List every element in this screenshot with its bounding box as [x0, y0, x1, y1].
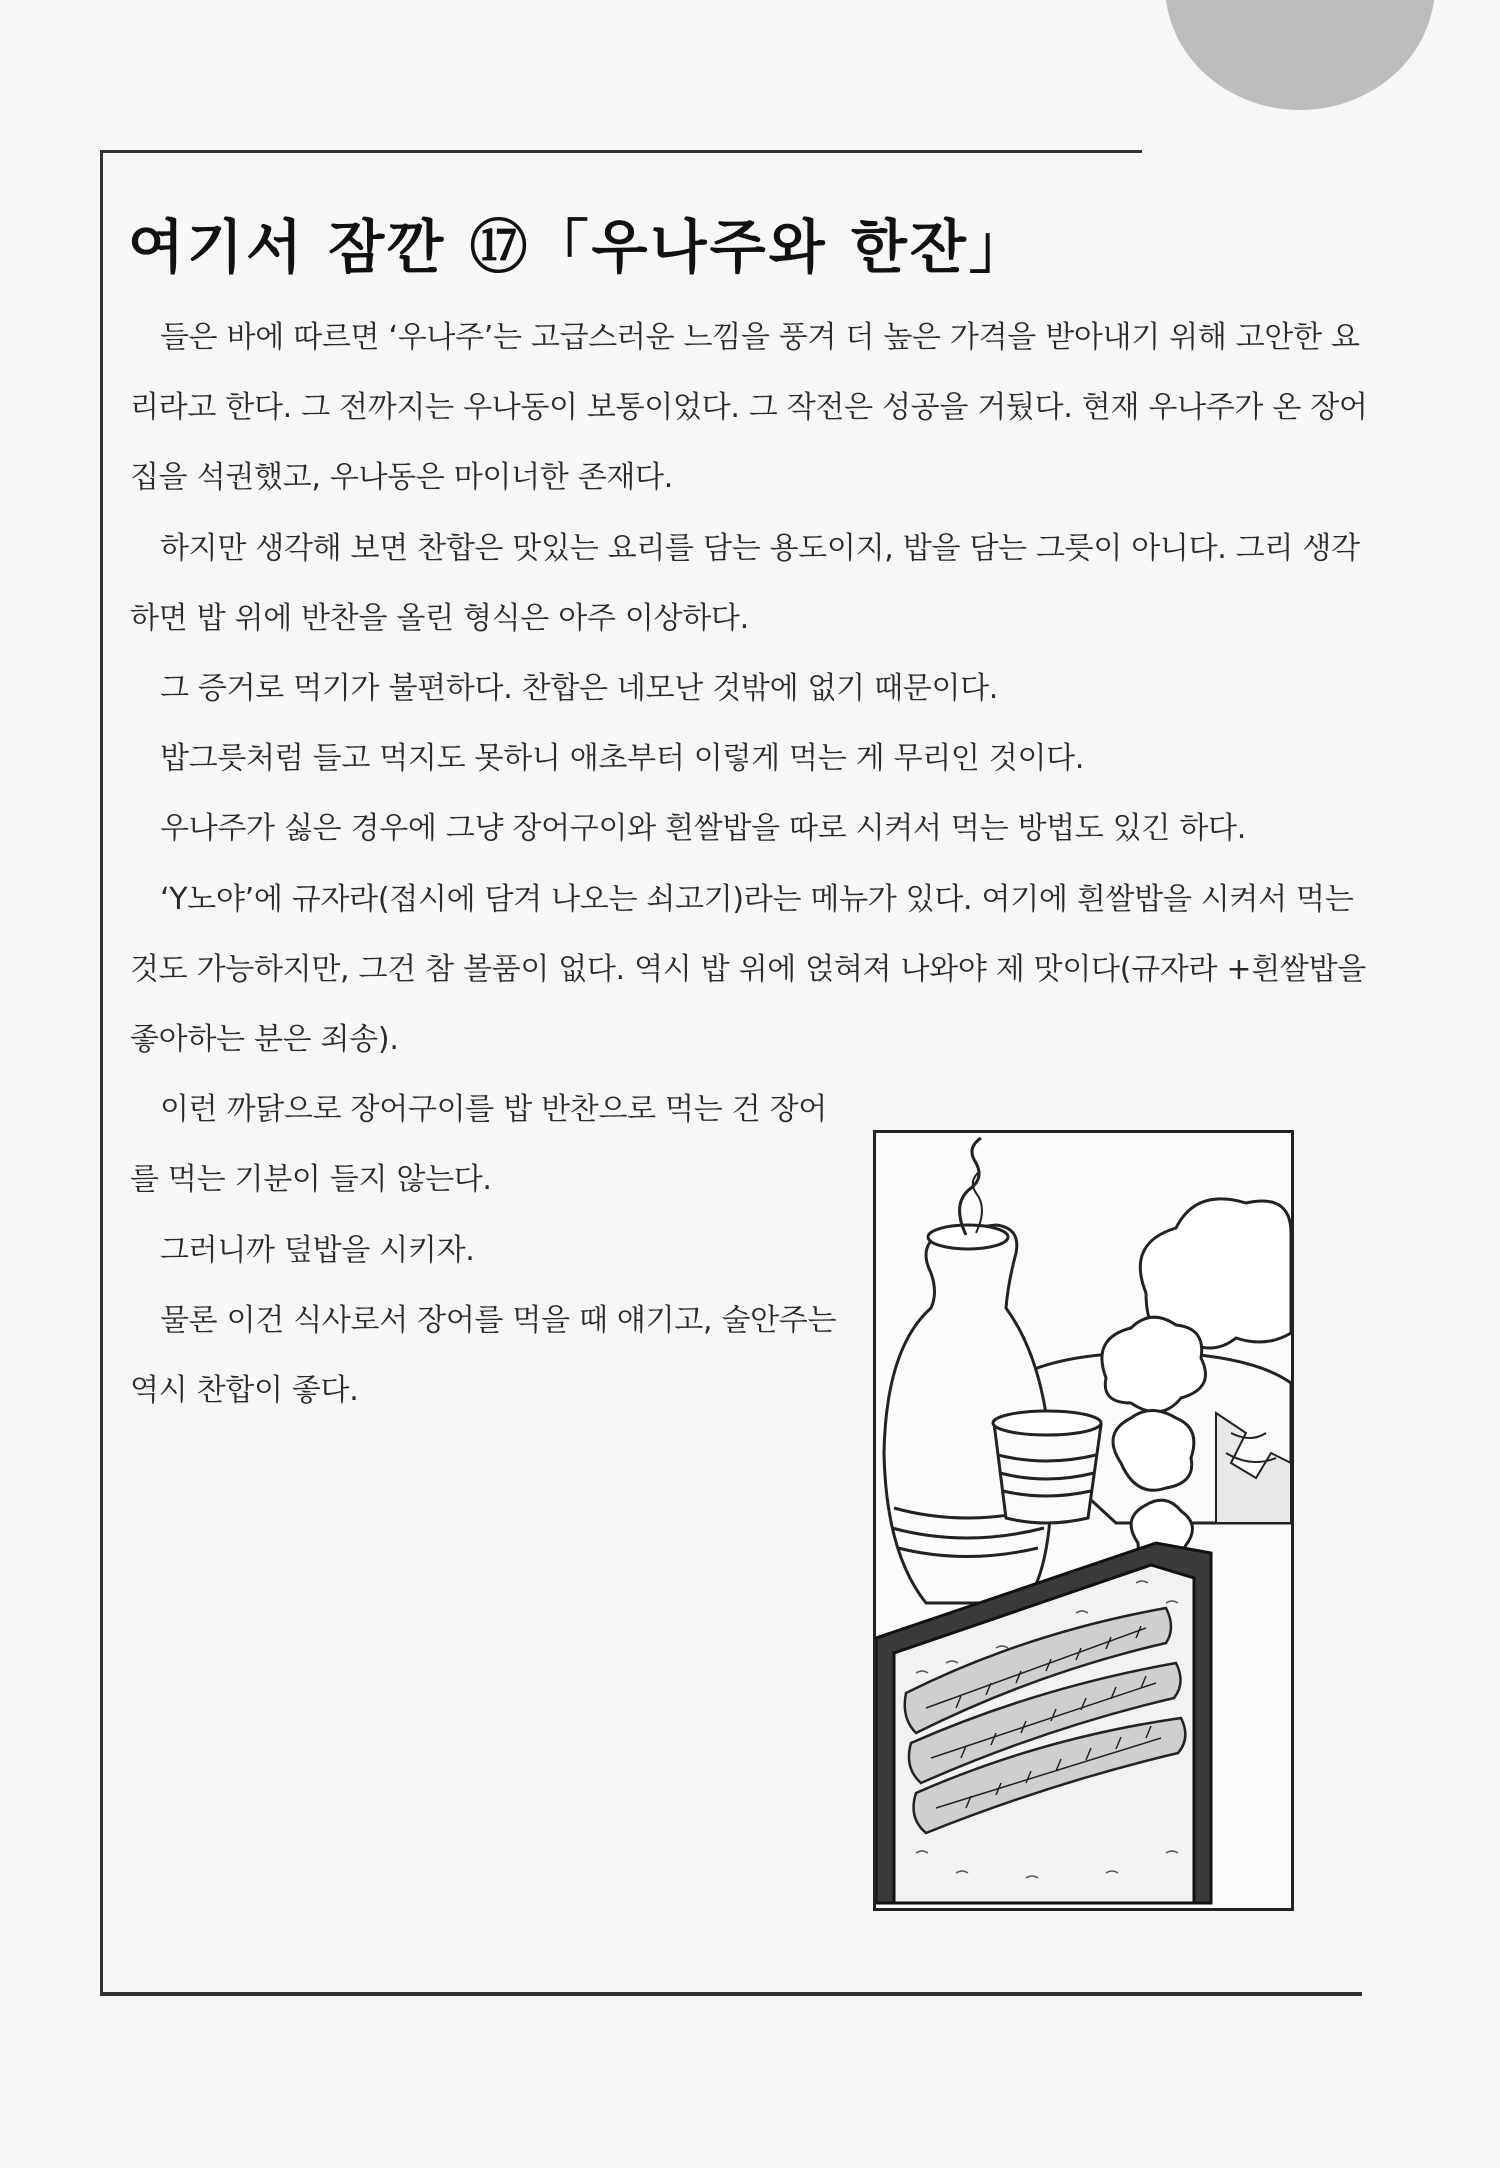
paragraph-7: 이런 까닭으로 장어구이를 밥 반찬으로 먹는 건 장어를 먹는 기분이 들지 않는다. — [130, 1092, 827, 1198]
paragraph-2: 하지만 생각해 보면 찬합은 맛있는 요리를 담는 용도이지, 밥을 담는 그릇이 아니다. 그리 생각하면 밥 위에 반찬을 올린 형식은 아주 이상하다. — [130, 530, 1360, 636]
section-title: 여기서 잠깐 ⑰「우나주와 한잔」 — [128, 213, 1030, 281]
paragraph-9: 물론 이건 식사로서 장어를 먹을 때 얘기고, 술안주는 역시 찬합이 좋다. — [130, 1302, 837, 1409]
paragraph-5: 우나주가 싫은 경우에 그냥 장어구이와 흰쌀밥을 따로 시켜서 먹는 방법도 있긴 하다. — [160, 811, 1246, 847]
page-corner-circle — [1165, 0, 1435, 110]
paragraph-8: 그러니까 덮밥을 시키자. — [160, 1232, 475, 1268]
frame-bottom-rule — [100, 1992, 1362, 1996]
paragraph-6: ‘Y노야’에 규자라(접시에 담겨 나오는 쇠고기)라는 메뉴가 있다. 여기에 흰쌀밥을 시켜서 먹는 것도 가능하지만, 그건 참 볼품이 없다. 역시 밥 위에 얹혀져 나와야 제 맛이다(규자라 +흰쌀밥을 좋아하는 분은 죄송). — [130, 881, 1366, 1058]
paragraph-1: 들은 바에 따르면 ‘우나주’는 고급스러운 느낌을 풍겨 더 높은 가격을 받아내기 위해 고안한 요리라고 한다. 그 전까지는 우나동이 보통이었다. 그 작전은 성공을 거뒀다. 현재 우나주가 온 장어집을 석권했고, 우나동은 마이너한 존재다. — [130, 320, 1368, 496]
frame-top-rule — [100, 150, 1142, 153]
paragraph-3: 그 증거로 먹기가 불편하다. 찬합은 네모난 것밖에 없기 때문이다. — [160, 671, 999, 707]
sake-cup-icon — [993, 1411, 1101, 1523]
paragraph-4: 밥그릇처럼 들고 먹지도 못하니 애초부터 이렇게 먹는 게 무리인 것이다. — [160, 741, 1085, 777]
unaju-illustration — [873, 1130, 1294, 1911]
frame-left-rule — [100, 150, 103, 1992]
sake-bottle-icon — [884, 1138, 1051, 1603]
